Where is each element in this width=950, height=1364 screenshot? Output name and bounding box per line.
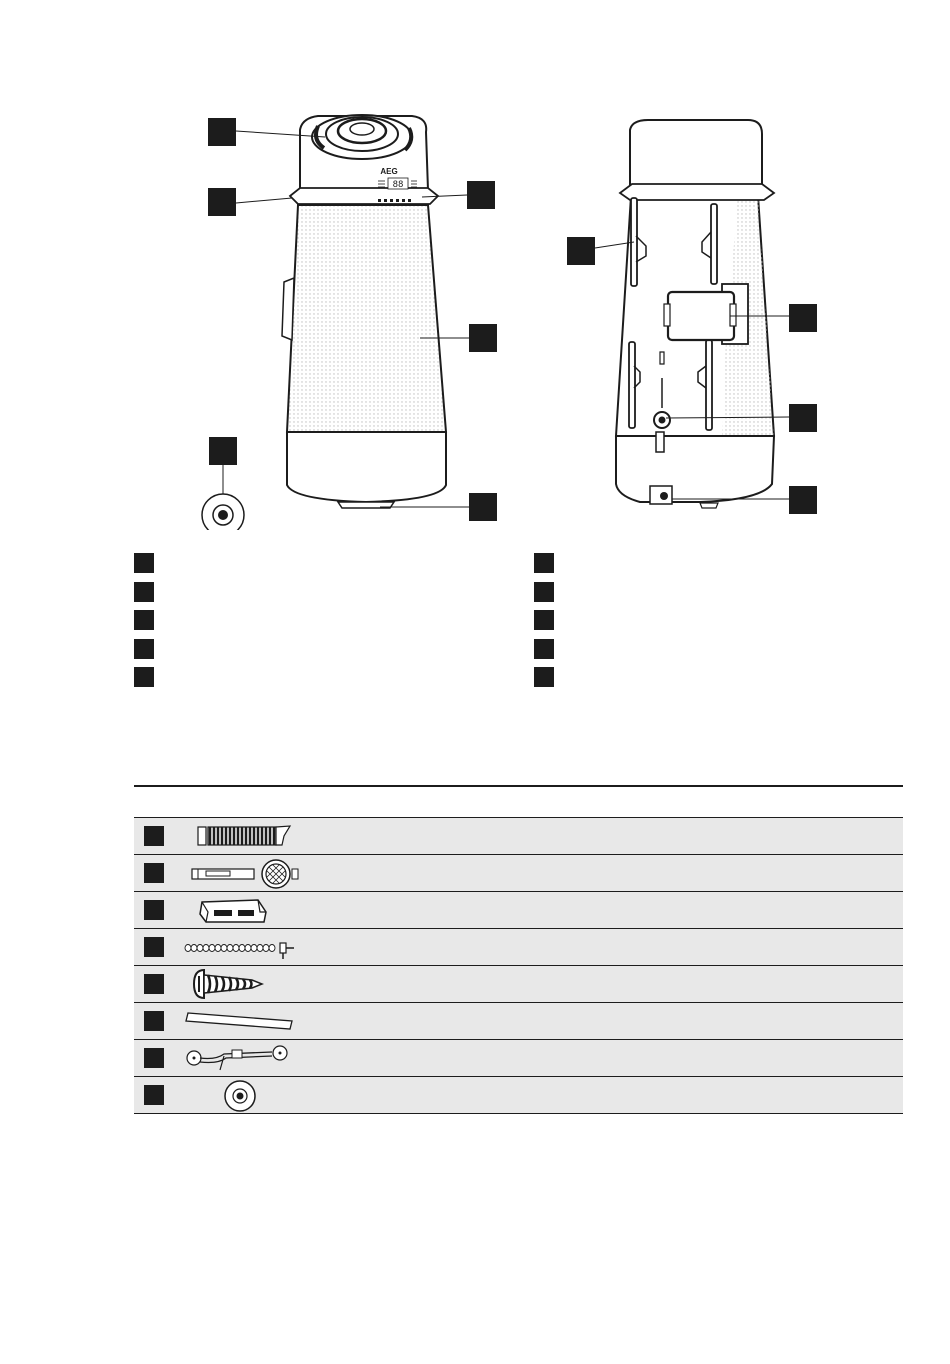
- table-row: [134, 966, 903, 1003]
- legend-box: [134, 553, 154, 573]
- legend-box: [134, 639, 154, 659]
- control-panel-callout: [467, 181, 495, 209]
- hose-adapter-icon: [180, 855, 300, 891]
- legend-box: [534, 553, 554, 573]
- row-number-box: [144, 974, 164, 994]
- carry-handle-callout: [208, 188, 236, 216]
- accessories-table: [134, 785, 903, 1114]
- table-row: [134, 892, 903, 929]
- drain-hose-icon: [180, 1040, 300, 1076]
- drain-outlet-callout: [789, 404, 817, 432]
- table-row: [134, 1077, 903, 1114]
- table-row: [134, 1003, 903, 1040]
- row-number-box: [144, 1085, 164, 1105]
- remote-control-icon: [180, 1077, 300, 1113]
- screw-icon: [180, 966, 300, 1002]
- filter-grille: [287, 205, 446, 432]
- air-outlet-callout: [208, 118, 236, 146]
- row-number-box: [144, 1048, 164, 1068]
- exhaust-connector-callout: [789, 304, 817, 332]
- legend-box: [134, 610, 154, 630]
- table-header: [134, 787, 903, 818]
- unit-base: [287, 432, 446, 502]
- legend-box: [134, 667, 154, 687]
- exhaust-hose-icon: [180, 818, 300, 854]
- row-number-box: [144, 1011, 164, 1031]
- foam-strip-icon: [180, 1003, 300, 1039]
- aeg-logo: AEG: [380, 167, 398, 176]
- legend-box: [534, 582, 554, 602]
- legend-box: [534, 667, 554, 687]
- table-row: [134, 818, 903, 855]
- window-adapter-icon: [180, 892, 300, 928]
- row-number-box: [144, 826, 164, 846]
- cable-tie-icon: [180, 929, 300, 965]
- cable-hook-callout: [789, 486, 817, 514]
- filter-grille-callout: [469, 324, 497, 352]
- row-number-box: [144, 900, 164, 920]
- legend-box: [534, 639, 554, 659]
- legend-box: [134, 582, 154, 602]
- base-callout: [469, 493, 497, 521]
- table-row: [134, 855, 903, 892]
- table-row: [134, 1040, 903, 1077]
- legend-box: [534, 610, 554, 630]
- table-row: [134, 929, 903, 966]
- rear-view-illustration: [560, 105, 820, 525]
- row-number-box: [144, 937, 164, 957]
- row-number-box: [144, 863, 164, 883]
- rear-handle-callout: [567, 237, 595, 265]
- front-view-illustration: [190, 100, 520, 530]
- exhaust-connector: [668, 292, 734, 340]
- display-digits: 88: [392, 180, 404, 190]
- remote-control-callout: [209, 437, 237, 465]
